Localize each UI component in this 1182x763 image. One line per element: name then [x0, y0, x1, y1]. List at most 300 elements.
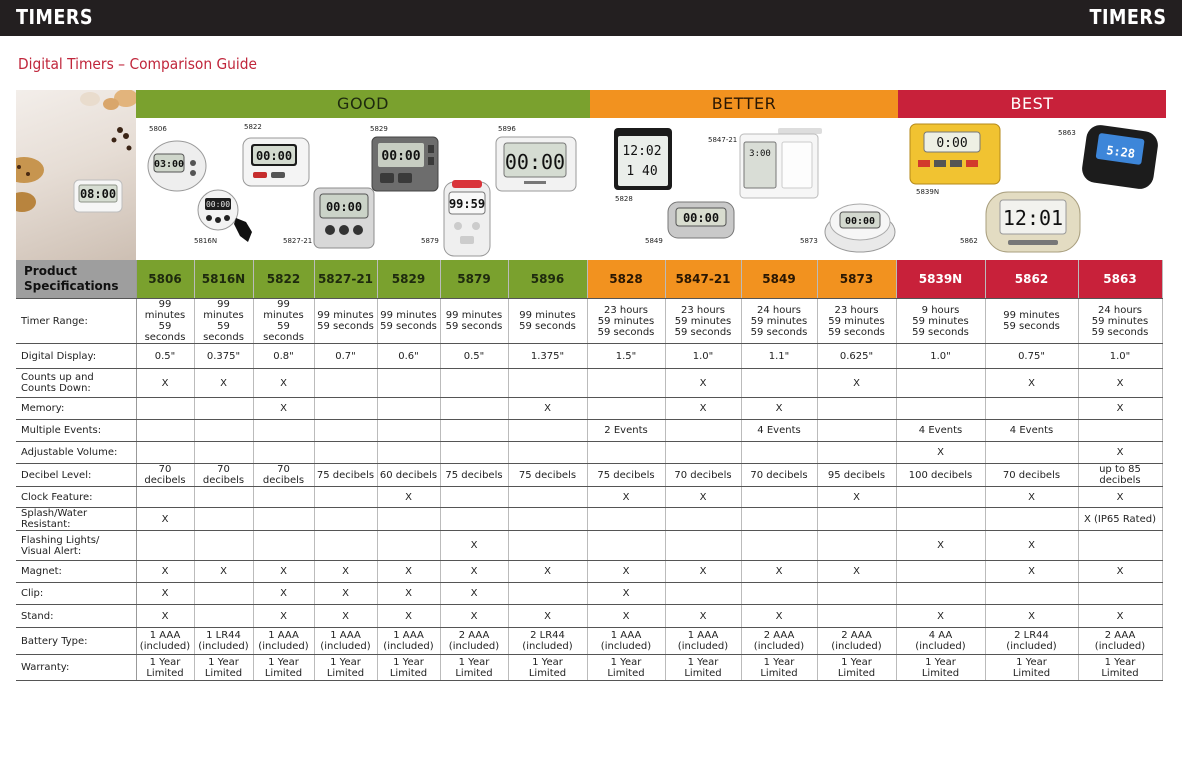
- table-cell: X: [1078, 398, 1162, 420]
- table-row: [16, 464, 1162, 487]
- table-cell: X: [136, 369, 194, 398]
- table-cell: [377, 531, 440, 561]
- table-cell: [508, 442, 587, 464]
- table-cell: X: [440, 583, 508, 605]
- tier-best-banner: BEST: [898, 90, 1166, 118]
- row-label: Clip:: [16, 583, 136, 605]
- table-cell: 95 decibels: [817, 464, 896, 487]
- table-cell: 70 decibels: [194, 464, 253, 487]
- table-cell: 2 AAA (included): [741, 628, 817, 655]
- table-cell: X: [587, 583, 665, 605]
- model-header: 5847-21: [665, 260, 741, 299]
- table-cell: [665, 420, 741, 442]
- table-cell: X: [741, 398, 817, 420]
- row-label: Warranty:: [16, 655, 136, 681]
- table-cell: 99 minutes 59 seconds: [194, 299, 253, 344]
- table-cell: [377, 398, 440, 420]
- row-label: Multiple Events:: [16, 420, 136, 442]
- table-cell: 1 Year Limited: [587, 655, 665, 681]
- table-row: [16, 398, 1162, 420]
- comparison-table: [16, 260, 1163, 681]
- table-cell: [985, 398, 1078, 420]
- table-cell: 1 Year Limited: [194, 655, 253, 681]
- model-header: 5822: [253, 260, 314, 299]
- table-cell: 1.0": [1078, 344, 1162, 369]
- photo-label: 5806: [149, 125, 167, 133]
- table-cell: X: [985, 531, 1078, 561]
- table-cell: 0.5": [136, 344, 194, 369]
- timer-5879-image: [442, 178, 492, 258]
- table-cell: 1 AAA (included): [665, 628, 741, 655]
- table-cell: 1 Year Limited: [817, 655, 896, 681]
- table-cell: [314, 369, 377, 398]
- table-cell: 2 AAA (included): [817, 628, 896, 655]
- table-cell: X: [817, 369, 896, 398]
- table-cell: 75 decibels: [587, 464, 665, 487]
- table-cell: [587, 369, 665, 398]
- timer-5873-image: [823, 198, 897, 254]
- table-cell: 2 LR44 (included): [985, 628, 1078, 655]
- table-cell: 1 AAA (included): [136, 628, 194, 655]
- table-cell: [377, 420, 440, 442]
- row-label: Memory:: [16, 398, 136, 420]
- table-cell: X: [508, 398, 587, 420]
- table-cell: [665, 508, 741, 531]
- table-header-row: [16, 260, 1162, 299]
- table-cell: X: [1078, 605, 1162, 628]
- table-row: [16, 583, 1162, 605]
- table-cell: [587, 398, 665, 420]
- table-row: [16, 655, 1162, 681]
- table-cell: X: [508, 561, 587, 583]
- table-cell: X: [136, 561, 194, 583]
- table-cell: [314, 398, 377, 420]
- table-cell: [253, 442, 314, 464]
- top-banner: [0, 0, 1182, 36]
- table-cell: [1078, 420, 1162, 442]
- table-cell: [194, 398, 253, 420]
- table-cell: 1 Year Limited: [377, 655, 440, 681]
- table-cell: [817, 531, 896, 561]
- table-cell: 4 Events: [741, 420, 817, 442]
- table-cell: 23 hours 59 minutes 59 seconds: [587, 299, 665, 344]
- table-cell: 0.8": [253, 344, 314, 369]
- timer-5827-21-display: 00:00: [325, 200, 363, 214]
- table-cell: [377, 442, 440, 464]
- table-cell: [314, 420, 377, 442]
- table-cell: [817, 442, 896, 464]
- table-cell: 1.0": [896, 344, 985, 369]
- row-label: Clock Feature:: [16, 487, 136, 508]
- table-cell: [587, 531, 665, 561]
- table-row: [16, 561, 1162, 583]
- table-cell: X: [314, 561, 377, 583]
- table-cell: X: [587, 605, 665, 628]
- table-cell: 99 minutes 59 seconds: [253, 299, 314, 344]
- table-cell: [253, 508, 314, 531]
- table-row: [16, 344, 1162, 369]
- table-cell: 23 hours 59 minutes 59 seconds: [817, 299, 896, 344]
- table-cell: 1 Year Limited: [136, 655, 194, 681]
- timer-5863-display: 5:28: [1105, 143, 1136, 161]
- table-cell: [817, 508, 896, 531]
- table-cell: 99 minutes 59 seconds: [314, 299, 377, 344]
- timer-5829-display: 00:00: [381, 149, 421, 164]
- table-cell: 1.1": [741, 344, 817, 369]
- table-row: [16, 299, 1162, 344]
- table-cell: 1 AAA (included): [377, 628, 440, 655]
- photo-label: 5822: [244, 123, 262, 131]
- timer-5862-image: [984, 190, 1082, 254]
- section-title-right: TIMERS: [1089, 5, 1166, 29]
- table-cell: [440, 398, 508, 420]
- table-cell: 24 hours 59 minutes 59 seconds: [741, 299, 817, 344]
- table-cell: 2 AAA (included): [440, 628, 508, 655]
- table-cell: [896, 398, 985, 420]
- table-cell: [136, 442, 194, 464]
- timer-5849-image: [666, 200, 736, 240]
- table-cell: X: [587, 487, 665, 508]
- table-cell: [741, 508, 817, 531]
- table-cell: 1.0": [665, 344, 741, 369]
- table-cell: X: [440, 605, 508, 628]
- table-cell: [741, 369, 817, 398]
- table-cell: X: [1078, 442, 1162, 464]
- timer-5849-display: 00:00: [682, 211, 720, 225]
- timer-5839n-image: [908, 122, 1002, 186]
- table-cell: 0.5": [440, 344, 508, 369]
- model-header: 5849: [741, 260, 817, 299]
- table-cell: X: [587, 561, 665, 583]
- table-cell: [377, 369, 440, 398]
- table-cell: 70 decibels: [985, 464, 1078, 487]
- table-cell: [665, 531, 741, 561]
- table-cell: X (IP65 Rated): [1078, 508, 1162, 531]
- table-cell: [314, 487, 377, 508]
- table-cell: X: [194, 369, 253, 398]
- table-cell: 1 Year Limited: [314, 655, 377, 681]
- timer-5822-image: [241, 134, 311, 190]
- product-photo-strip: [136, 118, 1166, 260]
- row-label: Battery Type:: [16, 628, 136, 655]
- table-cell: X: [377, 487, 440, 508]
- table-cell: [896, 487, 985, 508]
- photo-label: 5847-21: [708, 136, 738, 144]
- table-cell: 2 LR44 (included): [508, 628, 587, 655]
- table-cell: 1 Year Limited: [741, 655, 817, 681]
- table-cell: X: [314, 605, 377, 628]
- model-header: 5829: [377, 260, 440, 299]
- table-cell: [194, 420, 253, 442]
- table-cell: 99 minutes 59 seconds: [377, 299, 440, 344]
- table-cell: 1 AAA (included): [587, 628, 665, 655]
- table-cell: 99 minutes 59 seconds: [985, 299, 1078, 344]
- table-cell: [136, 420, 194, 442]
- table-cell: [587, 442, 665, 464]
- photo-label: 5839N: [916, 188, 940, 196]
- table-cell: 24 hours 59 minutes 59 seconds: [1078, 299, 1162, 344]
- table-cell: X: [508, 605, 587, 628]
- table-cell: X: [253, 561, 314, 583]
- timer-5816n-image: [196, 188, 258, 248]
- timer-5827-21-image: [312, 186, 376, 250]
- model-header: 5816N: [194, 260, 253, 299]
- table-cell: X: [253, 583, 314, 605]
- timer-5828-display-top: 12:02: [622, 144, 662, 159]
- table-cell: X: [817, 487, 896, 508]
- table-cell: [587, 508, 665, 531]
- timer-5828-display-bottom: 1 40: [626, 164, 658, 179]
- row-label: Stand:: [16, 605, 136, 628]
- table-cell: X: [896, 531, 985, 561]
- table-cell: [253, 531, 314, 561]
- table-cell: 1 Year Limited: [508, 655, 587, 681]
- row-label: Counts up and Counts Down:: [16, 369, 136, 398]
- table-cell: [508, 531, 587, 561]
- timer-5896-display: 00:00: [504, 150, 566, 174]
- table-cell: [194, 605, 253, 628]
- table-cell: 0.375": [194, 344, 253, 369]
- model-header: 5839N: [896, 260, 985, 299]
- table-cell: 4 Events: [896, 420, 985, 442]
- table-cell: [314, 531, 377, 561]
- table-cell: 1 AAA (included): [314, 628, 377, 655]
- timer-5816n-display: 00:00: [205, 200, 231, 209]
- table-cell: [665, 442, 741, 464]
- table-row: [16, 508, 1162, 531]
- table-row: [16, 369, 1162, 398]
- timer-5806-image: [146, 134, 208, 194]
- table-cell: 9 hours 59 minutes 59 seconds: [896, 299, 985, 344]
- table-cell: [896, 561, 985, 583]
- table-cell: 1 AAA (included): [253, 628, 314, 655]
- table-row: [16, 628, 1162, 655]
- table-cell: 99 minutes 59 seconds: [508, 299, 587, 344]
- photo-label: 5828: [615, 195, 633, 203]
- table-cell: X: [253, 369, 314, 398]
- table-cell: [253, 420, 314, 442]
- table-cell: 1.5": [587, 344, 665, 369]
- table-cell: X: [665, 605, 741, 628]
- table-cell: [440, 442, 508, 464]
- table-cell: 0.75": [985, 344, 1078, 369]
- table-cell: [314, 442, 377, 464]
- table-cell: 99 minutes 59 seconds: [440, 299, 508, 344]
- table-cell: X: [741, 605, 817, 628]
- model-header: 5863: [1078, 260, 1162, 299]
- table-cell: [741, 487, 817, 508]
- table-cell: up to 85 decibels: [1078, 464, 1162, 487]
- photo-label: 5873: [800, 237, 818, 245]
- table-row: [16, 605, 1162, 628]
- table-cell: X: [985, 605, 1078, 628]
- model-header: 5862: [985, 260, 1078, 299]
- model-header: 5896: [508, 260, 587, 299]
- table-cell: 0.7": [314, 344, 377, 369]
- timer-5896-image: [494, 135, 578, 193]
- table-cell: 0.625": [817, 344, 896, 369]
- table-cell: 1 Year Limited: [440, 655, 508, 681]
- timer-5863-image: [1080, 124, 1160, 190]
- table-cell: [1078, 583, 1162, 605]
- table-cell: [1078, 531, 1162, 561]
- photo-label: 5862: [960, 237, 978, 245]
- table-cell: [508, 487, 587, 508]
- table-cell: 70 decibels: [253, 464, 314, 487]
- row-label: Magnet:: [16, 561, 136, 583]
- photo-label: 5829: [370, 125, 388, 133]
- table-cell: 4 Events: [985, 420, 1078, 442]
- model-header: 5827-21: [314, 260, 377, 299]
- table-cell: X: [985, 487, 1078, 508]
- table-cell: [136, 487, 194, 508]
- table-cell: 75 decibels: [508, 464, 587, 487]
- table-cell: [817, 398, 896, 420]
- table-cell: X: [253, 398, 314, 420]
- section-title-left: TIMERS: [16, 5, 93, 29]
- table-cell: X: [817, 561, 896, 583]
- timer-5822-display: 00:00: [255, 149, 293, 163]
- row-label: Adjustable Volume:: [16, 442, 136, 464]
- table-cell: [985, 508, 1078, 531]
- tier-good-banner: GOOD: [136, 90, 590, 118]
- table-cell: [194, 583, 253, 605]
- table-cell: 75 decibels: [314, 464, 377, 487]
- table-cell: [896, 508, 985, 531]
- table-cell: 1 Year Limited: [665, 655, 741, 681]
- table-cell: [741, 583, 817, 605]
- table-cell: [508, 369, 587, 398]
- table-cell: [665, 583, 741, 605]
- photo-label: 5863: [1058, 129, 1076, 137]
- timer-5873-display: 00:00: [844, 216, 876, 227]
- table-cell: 2 Events: [587, 420, 665, 442]
- table-cell: [194, 508, 253, 531]
- model-header: 5879: [440, 260, 508, 299]
- table-cell: [985, 583, 1078, 605]
- timer-5847-21-image: [738, 128, 822, 200]
- table-cell: [741, 442, 817, 464]
- table-cell: [440, 487, 508, 508]
- table-cell: 1 Year Limited: [896, 655, 985, 681]
- table-cell: [440, 420, 508, 442]
- model-header: 5828: [587, 260, 665, 299]
- table-cell: 60 decibels: [377, 464, 440, 487]
- table-cell: X: [377, 561, 440, 583]
- photo-label: 5816N: [194, 237, 218, 245]
- table-row: [16, 531, 1162, 561]
- table-cell: [985, 442, 1078, 464]
- photo-label: 5896: [498, 125, 516, 133]
- table-cell: X: [985, 369, 1078, 398]
- table-cell: X: [253, 605, 314, 628]
- table-cell: X: [896, 605, 985, 628]
- table-row: [16, 442, 1162, 464]
- table-cell: X: [1078, 561, 1162, 583]
- table-cell: [194, 531, 253, 561]
- table-cell: 1 Year Limited: [985, 655, 1078, 681]
- table-cell: X: [440, 531, 508, 561]
- table-cell: 2 AAA (included): [1078, 628, 1162, 655]
- timer-5879-display: 99:59: [448, 197, 486, 211]
- row-label: Decibel Level:: [16, 464, 136, 487]
- table-cell: X: [377, 583, 440, 605]
- photo-label: 5879: [421, 237, 439, 245]
- table-cell: 1 Year Limited: [1078, 655, 1162, 681]
- table-cell: X: [136, 508, 194, 531]
- table-cell: [440, 369, 508, 398]
- model-header: 5873: [817, 260, 896, 299]
- table-cell: 70 decibels: [741, 464, 817, 487]
- table-cell: X: [985, 561, 1078, 583]
- table-cell: [136, 398, 194, 420]
- table-cell: X: [665, 487, 741, 508]
- table-cell: [314, 508, 377, 531]
- table-cell: 1 Year Limited: [253, 655, 314, 681]
- photo-label: 5849: [645, 237, 663, 245]
- table-cell: [817, 583, 896, 605]
- table-row: [16, 487, 1162, 508]
- table-cell: X: [136, 583, 194, 605]
- table-cell: X: [665, 398, 741, 420]
- table-cell: 1.375": [508, 344, 587, 369]
- table-cell: [253, 487, 314, 508]
- page-subtitle: Digital Timers – Comparison Guide: [18, 55, 257, 73]
- table-cell: [508, 583, 587, 605]
- table-cell: [817, 420, 896, 442]
- table-cell: [194, 487, 253, 508]
- table-cell: X: [741, 561, 817, 583]
- table-cell: 75 decibels: [440, 464, 508, 487]
- timer-5847-21-display: 3:00: [749, 149, 771, 159]
- tier-better-banner: BETTER: [590, 90, 898, 118]
- table-cell: 100 decibels: [896, 464, 985, 487]
- table-cell: X: [665, 561, 741, 583]
- row-label: Timer Range:: [16, 299, 136, 344]
- row-label: Digital Display:: [16, 344, 136, 369]
- table-cell: X: [136, 605, 194, 628]
- table-cell: X: [665, 369, 741, 398]
- table-cell: [817, 605, 896, 628]
- photo-label: 5827-21: [283, 237, 313, 245]
- table-cell: 1 LR44 (included): [194, 628, 253, 655]
- timer-5829-image: [370, 135, 440, 193]
- row-label: Flashing Lights/ Visual Alert:: [16, 531, 136, 561]
- table-cell: [741, 531, 817, 561]
- table-cell: [896, 369, 985, 398]
- table-cell: [136, 531, 194, 561]
- table-cell: X: [194, 561, 253, 583]
- table-cell: 99 minutes 59 seconds: [136, 299, 194, 344]
- table-cell: X: [1078, 487, 1162, 508]
- table-cell: X: [896, 442, 985, 464]
- table-cell: 23 hours 59 minutes 59 seconds: [665, 299, 741, 344]
- timer-5828-image: [612, 126, 674, 192]
- table-cell: X: [377, 605, 440, 628]
- table-cell: [194, 442, 253, 464]
- header-label: Product Specifications: [16, 260, 136, 299]
- table-cell: X: [1078, 369, 1162, 398]
- table-cell: [377, 508, 440, 531]
- table-cell: 70 decibels: [665, 464, 741, 487]
- table-cell: [896, 583, 985, 605]
- timer-5839n-display: 0:00: [936, 136, 968, 151]
- table-cell: X: [440, 561, 508, 583]
- table-cell: X: [314, 583, 377, 605]
- table-cell: [440, 508, 508, 531]
- table-cell: [508, 508, 587, 531]
- hero-display: 08:00: [79, 187, 117, 201]
